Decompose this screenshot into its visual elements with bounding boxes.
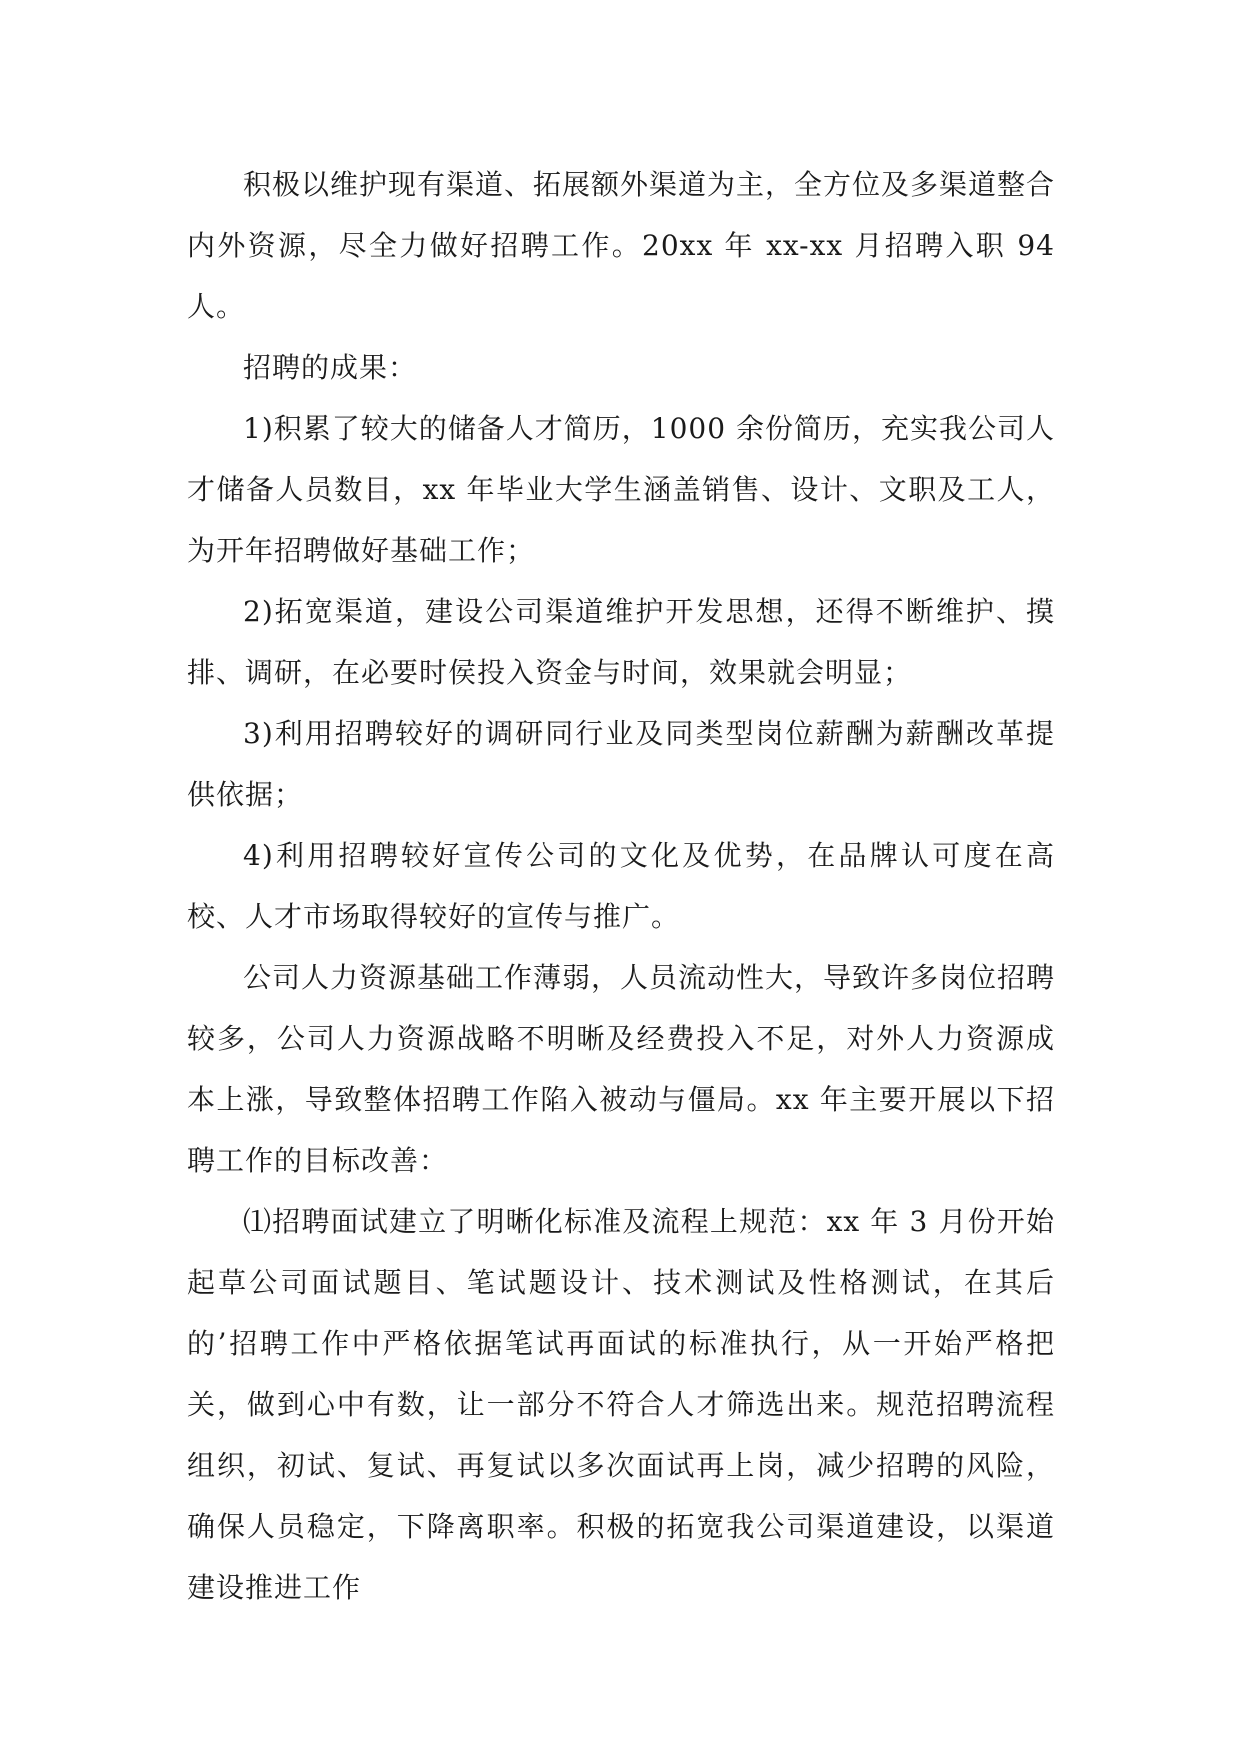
paragraph-improvement-1: ⑴招聘面试建立了明晰化标准及流程上规范：xx 年 3 月份开始起草公司面试题目、笔试题设计、技术测试及性格测试，在其后的’招聘工作中严格依据笔试再面试的标准执行，从一开始严格把关，做到心中有数，让一部分不符合人才筛选出来。规范招聘流程组织，初试、复试、再复试以多次面试再上岗，减少招聘的风险，确保人员稳定，下降离职率。积极的拓宽我公司渠道建设，以渠道建设推进工作 xyxy=(187,1205,1055,1604)
paragraph-results-heading: 招聘的成果： xyxy=(243,351,418,384)
document-body xyxy=(187,154,1055,1618)
paragraph-intro: 积极以维护现有渠道、拓展额外渠道为主，全方位及多渠道整合内外资源，尽全力做好招聘工作。20xx 年 xx-xx 月招聘入职 94 人。 xyxy=(187,168,1056,323)
paragraph-result-2: 2)拓宽渠道，建设公司渠道维护开发思想，还得不断维护、摸排、调研，在必要时侯投入资金与时间，效果就会明显； xyxy=(187,595,1055,689)
paragraph-problems: 公司人力资源基础工作薄弱，人员流动性大，导致许多岗位招聘较多，公司人力资源战略不明晰及经费投入不足，对外人力资源成本上涨，导致整体招聘工作陷入被动与僵局。xx 年主要开展以下招聘工作的目标改善： xyxy=(187,961,1056,1177)
paragraph-result-1: 1)积累了较大的储备人才简历，1000 余份简历，充实我公司人才储备人员数目，xx 年毕业大学生涵盖销售、设计、文职及工人，为开年招聘做好基础工作； xyxy=(187,412,1055,567)
paragraph-result-3: 3)利用招聘较好的调研同行业及同类型岗位薪酬为薪酬改革提供依据； xyxy=(187,717,1055,811)
paragraph-result-4: 4)利用招聘较好宣传公司的文化及优势，在品牌认可度在高校、人才市场取得较好的宣传与推广。 xyxy=(187,839,1055,933)
